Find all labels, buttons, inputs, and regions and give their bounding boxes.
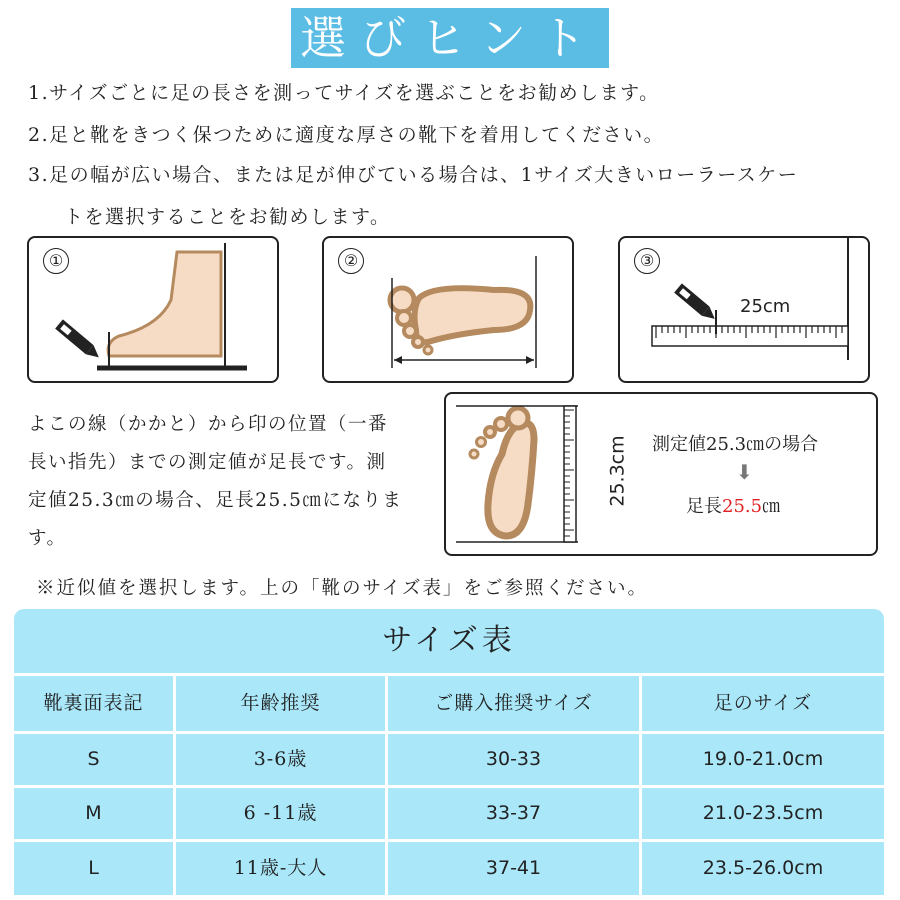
table-cell: 30-33	[388, 731, 642, 785]
result-value: 25.5	[722, 496, 763, 517]
step-2-panel	[322, 236, 574, 383]
result-text	[686, 492, 780, 518]
result-prefix: 足長	[686, 496, 722, 517]
explanation-line: す。	[28, 528, 67, 549]
ruler-label: 25.3cm	[606, 435, 629, 507]
table-header: 靴裏面表記	[14, 673, 176, 731]
tip-2: 2.足と靴をきつく保つために適度な厚さの靴下を着用してください。	[28, 124, 665, 146]
step-number: ②	[338, 248, 364, 274]
explanation	[28, 406, 423, 558]
table-cell: 3-6歳	[176, 731, 388, 785]
step-number: ①	[43, 248, 69, 274]
note: ※近似値を選択します。上の「靴のサイズ表」をご参照ください。	[36, 578, 649, 599]
table-cell: 33-37	[388, 785, 642, 839]
example-panel	[444, 392, 878, 556]
table-header: 年齢推奨	[176, 673, 388, 731]
table-cell: 6 -11歳	[176, 785, 388, 839]
table-cell: 19.0-21.0cm	[642, 731, 884, 785]
table-cell: 23.5-26.0cm	[642, 839, 884, 895]
page-title: 選びヒント	[291, 8, 609, 68]
footprint-icon	[324, 238, 572, 381]
measured-text: 測定値25.3㎝の場合	[652, 434, 819, 455]
table-header: 足のサイズ	[642, 673, 884, 731]
table-cell: 11歳-大人	[176, 839, 388, 895]
table-header: ご購入推奨サイズ	[388, 673, 642, 731]
size-table-title: サイズ表	[382, 623, 516, 658]
arrow-down-icon: ⬇	[736, 460, 753, 484]
size-table	[14, 609, 884, 895]
explanation-line: よこの線（かかと）から印の位置（一番	[28, 414, 389, 435]
step-3-panel	[618, 236, 870, 383]
tip-3-cont: トを選択することをお勧めします。	[64, 206, 391, 228]
step-number: ③	[634, 248, 660, 274]
table-cell: 37-41	[388, 839, 642, 895]
step-1-panel	[27, 236, 279, 383]
footprint-icon	[446, 394, 626, 554]
tip-1: 1.サイズごとに足の長さを測ってサイズを選ぶことをお勧めします。	[28, 82, 660, 104]
table-cell: M	[14, 785, 176, 839]
ruler-label: 25cm	[740, 296, 791, 317]
table-cell: S	[14, 731, 176, 785]
explanation-line: 定値25.3㎝の場合、足長25.5㎝になりま	[28, 490, 403, 511]
table-cell: 21.0-23.5cm	[642, 785, 884, 839]
result-unit: ㎝	[762, 496, 781, 517]
explanation-line: 長い指先）までの測定値が足長です。測	[28, 452, 387, 473]
tip-3: 3.足の幅が広い場合、または足が伸びている場合は、1サイズ大きいローラースケー	[28, 164, 799, 186]
foot-side-icon	[29, 238, 277, 381]
table-cell: L	[14, 839, 176, 895]
